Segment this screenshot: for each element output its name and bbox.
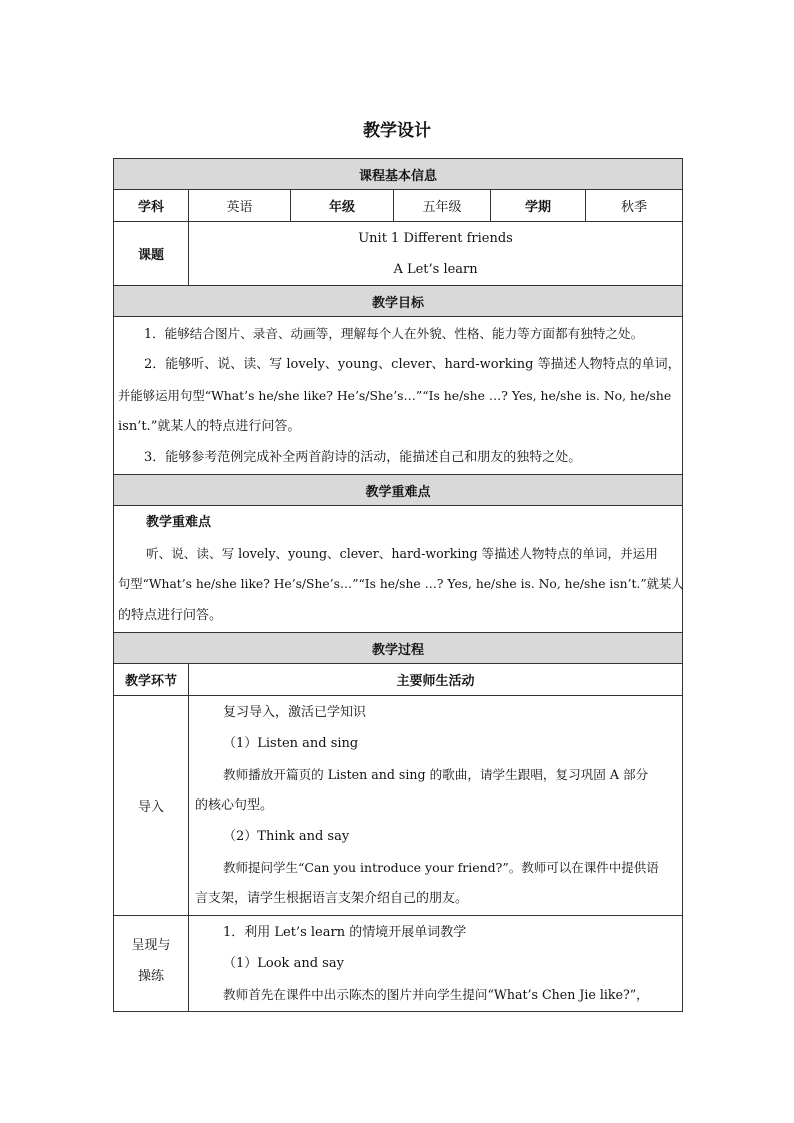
key-points-line: 的特点进行问答。: [118, 608, 223, 623]
activity-line: 教师播放开篇页的 Listen and sing 的歌曲，请学生跟唱，复习巩固 A 部分: [223, 767, 649, 782]
topic-label: 课题: [114, 222, 189, 286]
process-col-stage: 教学环节: [114, 664, 189, 696]
goal-item: 2．能够听、说、读、写 lovely、young、clever、hard-working 等描述人物特点的单词，: [144, 357, 681, 372]
stage-present-content: [189, 916, 683, 1012]
stage-present-label-line: 操练: [137, 969, 164, 984]
document-title: 教学设计: [363, 121, 431, 141]
goal-item: 并能够运用句型“What’s he/she like? He’s/She’s…”“Is he/she …? Yes, he/she is. No, he/she: [118, 388, 672, 403]
topic-line-2: A Let’s learn: [393, 261, 478, 277]
lesson-plan-table: [113, 158, 683, 1012]
activity-line: 教师提问学生“Can you introduce your friend?”。教师可以在课件中提供语: [223, 860, 659, 875]
grade-label: 年级: [291, 190, 394, 222]
stage-intro-content: [189, 696, 683, 916]
grade-value: 五年级: [394, 190, 491, 222]
goal-item: 1．能够结合图片、录音、动画等，理解每个人在外貌、性格、能力等方面都有独特之处。: [144, 326, 644, 341]
activity-line: 复习导入，激活已学知识: [223, 705, 367, 720]
key-points-subheading: 教学重难点: [146, 515, 212, 530]
activity-line: 1．利用 Let’s learn 的情境开展单词教学: [223, 925, 467, 940]
activity-line: 的核心句型。: [195, 798, 274, 813]
activity-line: 教师首先在课件中出示陈杰的图片并向学生提问“What’s Chen Jie like?”，: [223, 987, 649, 1002]
key-points-cell: [114, 506, 683, 633]
subject-label: 学科: [114, 190, 189, 222]
stage-present-label-line: 呈现与: [131, 938, 171, 953]
section-process: 教学过程: [114, 633, 683, 664]
goals-cell: [114, 317, 683, 475]
goal-item: isn’t.”就某人的特点进行问答。: [118, 419, 301, 434]
term-label: 学期: [491, 190, 586, 222]
section-key-points: 教学重难点: [114, 475, 683, 506]
activity-line: 言支架，请学生根据语言支架介绍自己的朋友。: [195, 891, 469, 906]
key-points-line: 听、说、读、写 lovely、young、clever、hard-working 等描述人物特点的单词，并运用: [146, 546, 658, 561]
topic-line-1: Unit 1 Different friends: [358, 230, 513, 246]
key-points-line: 句型“What’s he/she like? He’s/She’s…”“Is he/she …? Yes, he/she is. No, he/she isn’t.”就某人: [118, 577, 684, 591]
term-value: 秋季: [586, 190, 683, 222]
section-goals: 教学目标: [114, 286, 683, 317]
topic-value: [189, 222, 683, 286]
stage-present-label: [114, 916, 189, 1012]
section-basic-info: 课程基本信息: [114, 159, 683, 190]
stage-intro-label: 导入: [114, 696, 189, 916]
activity-line: （1）Listen and sing: [223, 736, 359, 751]
goal-item: 3．能够参考范例完成补全两首韵诗的活动，能描述自己和朋友的独特之处。: [144, 450, 582, 465]
activity-line: （1）Look and say: [223, 956, 344, 971]
subject-value: 英语: [189, 190, 291, 222]
process-col-activities: 主要师生活动: [189, 664, 683, 696]
activity-line: （2）Think and say: [223, 829, 350, 844]
